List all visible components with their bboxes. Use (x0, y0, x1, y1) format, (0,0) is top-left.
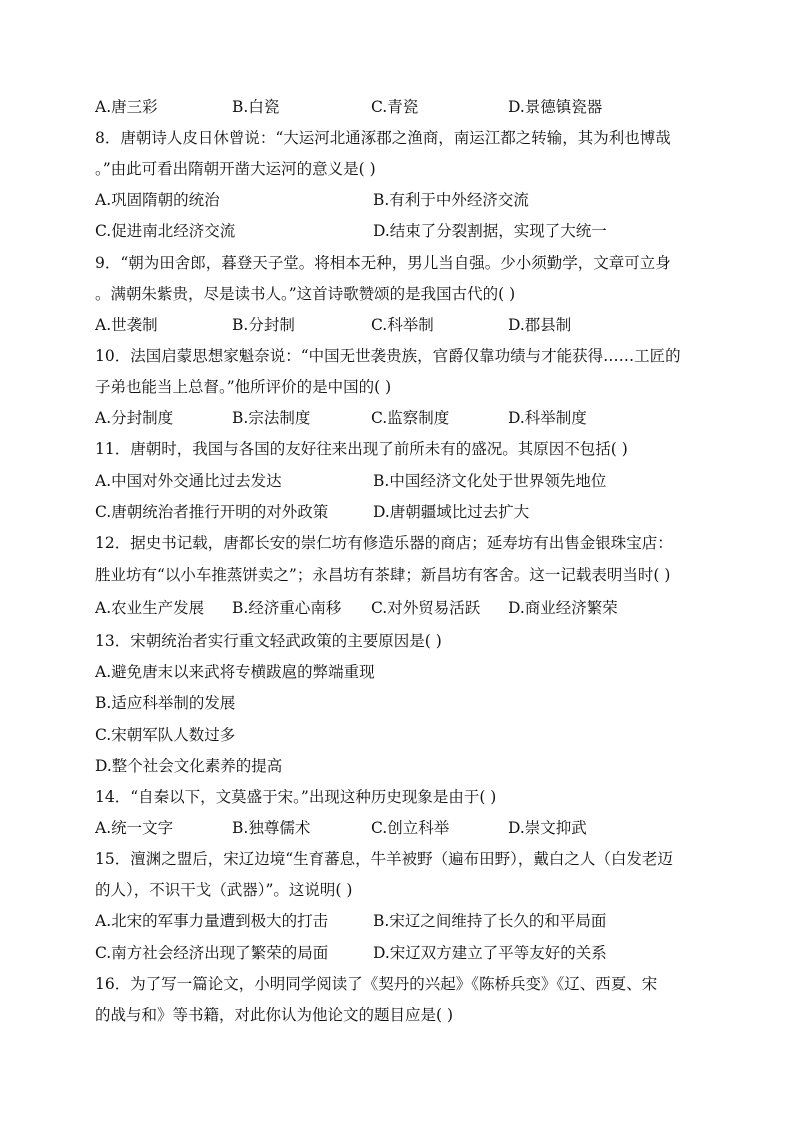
q13-stem-line-1: 13．宋朝统治者实行重文轻武政策的主要原因是( ) (95, 632, 442, 650)
q15-option-a: A.北宋的军事力量遭到极大的打击 (95, 912, 329, 930)
q11-option-a: A.中国对外交通比过去发达 (95, 472, 282, 490)
q9-option-d: D.郡县制 (508, 316, 572, 334)
q10-option-b: B.宗法制度 (232, 409, 311, 427)
q11-option-b: B.中国经济文化处于世界领先地位 (373, 472, 607, 490)
q15-option-b: B.宋辽之间维持了长久的和平局面 (373, 912, 607, 930)
q15-option-d: D.宋辽双方建立了平等友好的关系 (373, 944, 607, 962)
q14-option-b: B.独尊儒术 (232, 819, 311, 837)
q10-option-a: A.分封制度 (95, 409, 174, 427)
q8-option-a: A.巩固隋朝的统治 (95, 191, 220, 209)
q16-stem-line-1: 16．为了写一篇论文，小明同学阅读了《契丹的兴起》《陈桥兵变》《辽、西夏、宋 (95, 975, 658, 993)
q12-stem-line-2: 胜业坊有“以小车推蒸饼卖之”；永昌坊有茶肆；新昌坊有客舍。这一记载表明当时( ) (95, 566, 671, 584)
q9-stem-line-2: 。满朝朱紫贵，尽是读书人。”这首诗歌赞颂的是我国古代的( ) (95, 285, 516, 303)
q8-option-d: D.结束了分裂割据，实现了大统一 (373, 222, 607, 240)
q15-option-c: C.南方社会经济出现了繁荣的局面 (95, 944, 329, 962)
q15-stem-line-2: 的人），不识干戈（武器）”。这说明( ) (95, 881, 353, 899)
q12-stem-line-1: 12．据史书记载，唐都长安的崇仁坊有修造乐器的商店；延寿坊有出售金银珠宝店： (95, 534, 673, 552)
q15-stem-line-1: 15．澶渊之盟后，宋辽边境“生育蕃息，牛羊被野（遍布田野），戴白之人（白发老迈 (95, 850, 673, 868)
q9-option-b: B.分封制 (232, 316, 295, 334)
q8-stem-line-1: 8．唐朝诗人皮日休曾说：“大运河北通涿郡之渔商，南运江都之转输，其为利也博哉 (95, 129, 671, 147)
q13-option-a: A.避免唐末以来武将专横跋扈的弊端重现 (95, 663, 375, 681)
q7-option-c: C.青瓷 (371, 98, 419, 116)
q14-option-d: D.崇文抑武 (508, 819, 587, 837)
q14-option-c: C.创立科举 (371, 819, 450, 837)
q12-option-d: D.商业经济繁荣 (508, 599, 618, 617)
q13-option-c: C.宋朝军队人数过多 (95, 726, 236, 744)
q14-stem-line-1: 14．“自秦以下，文莫盛于宋。”出现这种历史现象是由于( ) (95, 788, 497, 806)
q16-stem-line-2: 的战与和》等书籍，对此你认为他论文的题目应是( ) (95, 1006, 454, 1024)
q11-option-d: D.唐朝疆域比过去扩大 (373, 503, 530, 521)
q8-stem-line-2: 。”由此可看出隋朝开凿大运河的意义是( ) (95, 160, 376, 178)
q12-option-b: B.经济重心南移 (232, 599, 342, 617)
q10-stem-line-2: 子弟也能当上总督。”他所评价的是中国的( ) (95, 378, 392, 396)
q9-option-a: A.世袭制 (95, 316, 158, 334)
q10-stem-line-1: 10．法国启蒙思想家魁奈说：“中国无世袭贵族，官爵仅靠功绩与才能获得……工匠的 (95, 347, 681, 365)
q9-stem-line-1: 9．“朝为田舍郎，暮登天子堂。将相本无种，男儿当自强。少小须勤学，文章可立身 (95, 254, 671, 272)
q11-option-c: C.唐朝统治者推行开明的对外政策 (95, 503, 329, 521)
q8-option-c: C.促进南北经济交流 (95, 222, 236, 240)
q12-option-a: A.农业生产发展 (95, 599, 205, 617)
q7-option-b: B.白瓷 (232, 98, 280, 116)
q12-option-c: C.对外贸易活跃 (371, 599, 481, 617)
q10-option-c: C.监察制度 (371, 409, 450, 427)
q7-option-a: A.唐三彩 (95, 98, 158, 116)
q13-option-d: D.整个社会文化素养的提高 (95, 757, 283, 775)
q10-option-d: D.科举制度 (508, 409, 587, 427)
q13-option-b: B.适应科举制的发展 (95, 694, 236, 712)
q11-stem-line-1: 11．唐朝时，我国与各国的友好往来出现了前所未有的盛况。其原因不包括( ) (95, 440, 628, 458)
q7-option-d: D.景德镇瓷器 (508, 98, 603, 116)
q8-option-b: B.有利于中外经济交流 (373, 191, 529, 209)
q14-option-a: A.统一文字 (95, 819, 174, 837)
q9-option-c: C.科举制 (371, 316, 434, 334)
